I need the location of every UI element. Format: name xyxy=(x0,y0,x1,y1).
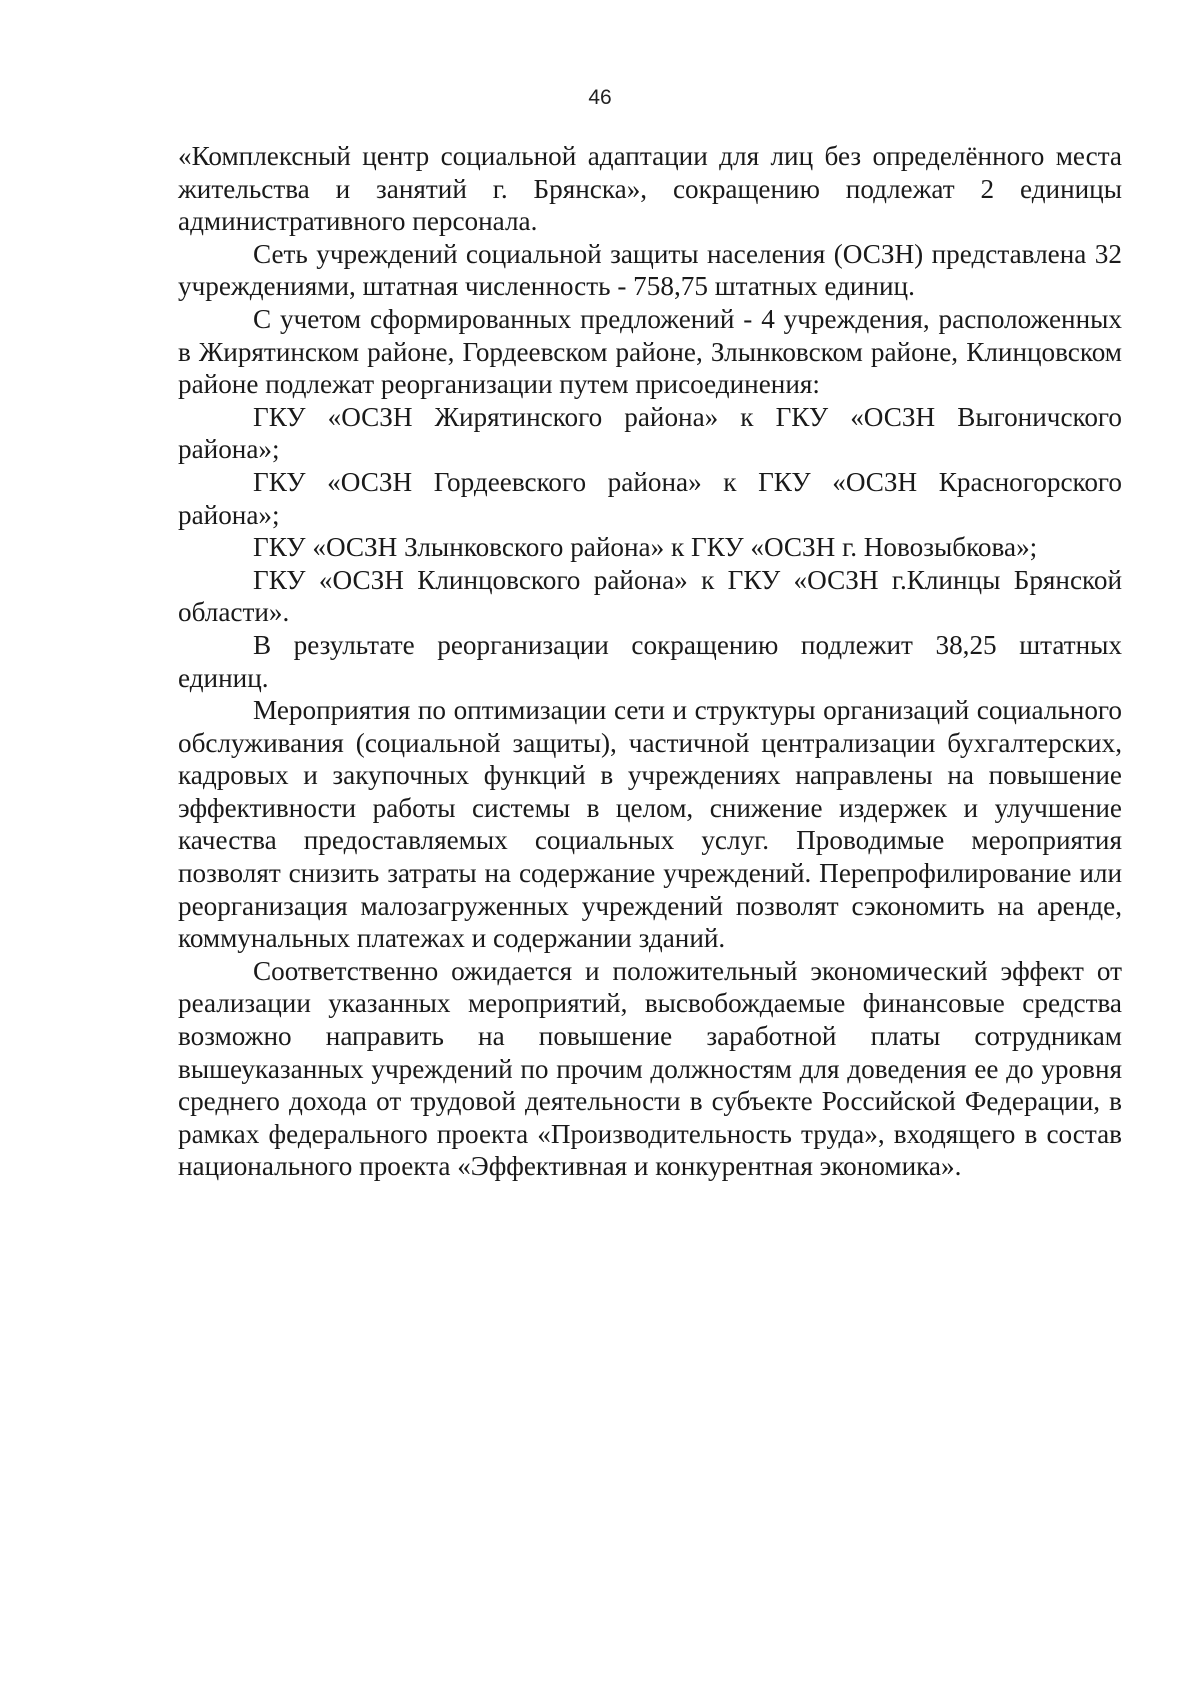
paragraph-merge-klintsy: ГКУ «ОСЗН Клинцовского района» к ГКУ «ОСЗН г.Клинцы Брянской области». xyxy=(178,564,1122,628)
paragraph-optimization-measures: Мероприятия по оптимизации сети и структуры организаций социального обслуживания (социальной защиты), частичной централизации бухгалтерских, кадровых и закупочных функций в учреждениях направлены на повышение эффективности работы системы в целом, снижение издержек и улучшение качества предоставляемых социальных услуг. Проводимые мероприятия позволят снизить затраты на содержание учреждений. Перепрофилирование или реорганизация малозагруженных учреждений позволят сэкономить на аренде, коммунальных платежах и содержании зданий. xyxy=(178,695,1122,954)
paragraph-economic-effect: Соответственно ожидается и положительный экономический эффект от реализации указанных мероприятий, высвобождаемые финансовые средства возможно направить на повышение заработной платы сотрудникам вышеуказанных учреждений по прочим должностям для доведения ее до уровня среднего дохода от трудовой деятельности в субъекте Российской Федерации, в рамках федерального проекта «Производительность труда», входящего в состав национального проекта «Эффективная и конкурентная экономика». xyxy=(178,955,1122,1182)
paragraph-merge-zhiryatino: ГКУ «ОСЗН Жирятинского района» к ГКУ «ОСЗН Выгоничского района»; xyxy=(178,401,1122,465)
paragraph-reorganization-proposal: С учетом сформированных предложений - 4 учреждения, расположенных в Жирятинском районе, Гордеевском районе, Злынковском районе, Клинцовском районе подлежат реорганизации путем присоединения: xyxy=(178,303,1122,400)
paragraph-staff-reduction: В результате реорганизации сокращению подлежит 38,25 штатных единиц. xyxy=(178,629,1122,693)
page-number: 46 xyxy=(588,86,612,109)
paragraph-merge-zlynka: ГКУ «ОСЗН Злынковского района» к ГКУ «ОСЗН г. Новозыбкова»; xyxy=(253,532,1038,563)
paragraph-center-name: «Комплексный центр социальной адаптации для лиц без определённого места жительства и занятий г. Брянска», сокращению подлежат 2 единицы административного персонала. xyxy=(178,141,1122,237)
document-body xyxy=(178,140,1122,1183)
paragraph-merge-gordeevka: ГКУ «ОСЗН Гордеевского района» к ГКУ «ОСЗН Красногорского района»; xyxy=(178,466,1122,530)
paragraph-oszn-network: Сеть учреждений социальной защиты населения (ОСЗН) представлена 32 учреждениями, штатная численность - 758,75 штатных единиц. xyxy=(178,238,1122,302)
